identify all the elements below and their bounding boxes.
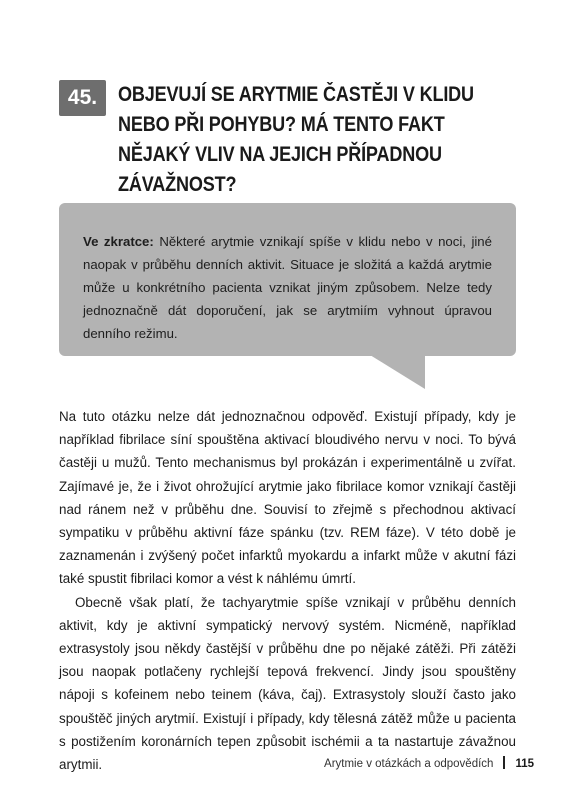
footer-separator (503, 756, 505, 769)
callout-tail (370, 355, 425, 389)
summary-text: Některé arytmie vznikají spíše v klidu nebo v noci, jiné naopak v průběhu denních aktivit. Situace je složitá a každá arytmie může u konkrétního pacienta vznikat jiným způsobem. Nelze tedy jednoznačně dát doporučení, jak se arytmiím vyhnout úpravou denního režimu. (83, 234, 492, 341)
question-title: OBJEVUJÍ SE ARYTMIE ČASTĚJI V KLIDU NEBO PŘI POHYBU? MÁ TENTO FAKT NĚJAKÝ VLIV NA JEJICH PŘÍPADNOU ZÁVAŽNOST? (118, 83, 474, 196)
summary-callout (59, 203, 516, 356)
answer-body (59, 405, 516, 776)
summary-label: Ve zkratce: (83, 234, 154, 249)
summary-paragraph (83, 230, 492, 345)
page-number: 115 (515, 758, 534, 770)
running-book-title: Arytmie v otázkách a odpovědích (324, 758, 494, 770)
answer-paragraph-2: Obecně však platí, že tachyarytmie spíše vznikají v průběhu denních aktivit, kdy je aktivní sympatický nervový systém. Nicméně, například extrasystoly jsou někdy častější v průběhu dne po nějaké zátěži. Při zátěži jsou naopak potlačeny rychlejší tepová frekvencí. Jindy jsou spouštěny nápoji s kofeinem nebo teinem (káva, čaj). Extrasystoly slouží často jako spouštěč jiných arytmií. Existují i případy, kdy tělesná zátěž může u pacienta s postižením koronárních tepen způsobit ischémii a ta nastartuje závažnou arytmii. (59, 594, 516, 773)
answer-paragraph-1: Na tuto otázku nelze dát jednoznačnou odpověď. Existují případy, kdy je například fibrilace síní spouštěna aktivací bloudivého nervu v noci. To bývá častěji u mužů. Tento mechanismus byl prokázán i experimentálně u zvířat. Zajímavé je, že i život ohrožující arytmie jako fibrilace komor vznikají častěji nad ránem než v průběhu dne. Souvisí to zřejmě s přechodnou aktivací sympatiku v průběhu aktivní fáze spánku (tzv. REM fáze). V této době je zaznamenán i zvýšený počet infarktů myokardu a infarkt může v akutní fázi také spustit fibrilaci komor a vést k náhlému úmrtí. (59, 409, 516, 587)
page-footer (0, 756, 534, 770)
question-number-badge: 45. (59, 80, 106, 116)
